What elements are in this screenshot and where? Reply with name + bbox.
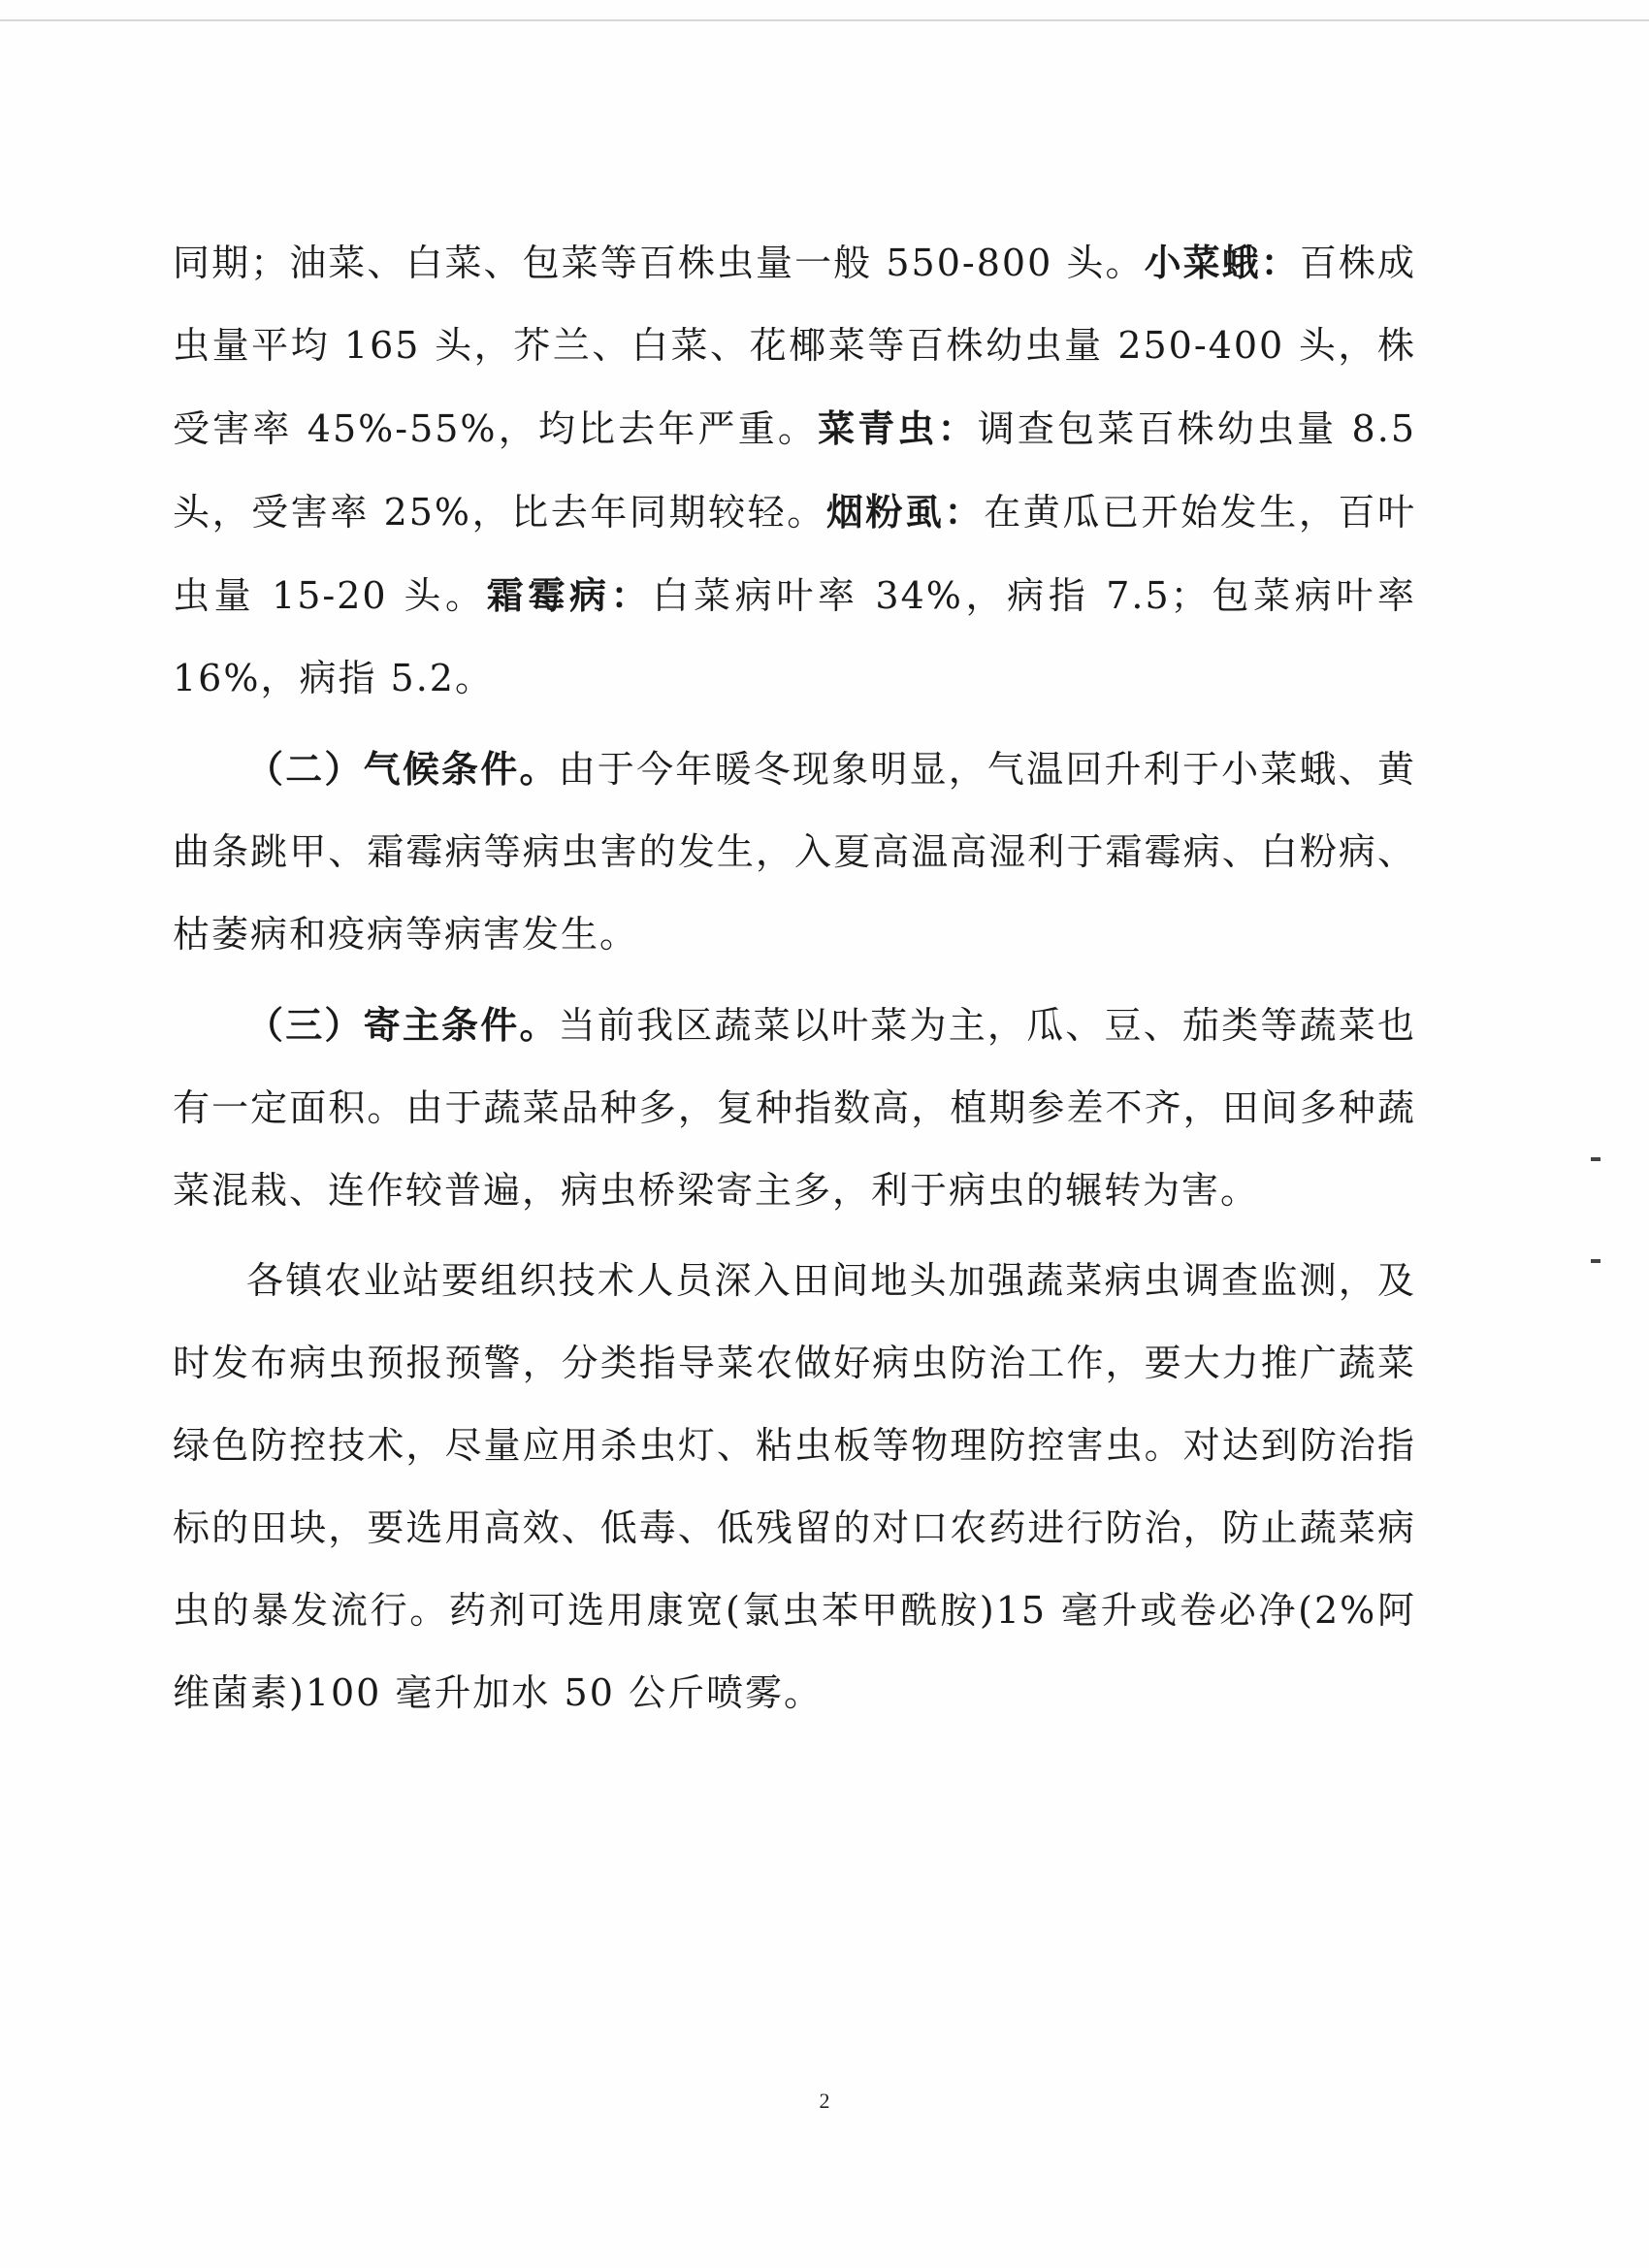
heading-downy-mildew: 霜霉病： [486, 573, 653, 617]
heading-host-conditions: （三）寄主条件。 [246, 1003, 559, 1047]
text-segment: 调查包菜百株幼虫量 8.5 头，受害率 25%，比去年同期较轻。 [173, 407, 1416, 534]
text-segment: 在黄瓜已开始发生，百叶虫量 15-20 头。 [173, 491, 1416, 617]
text-segment: 百株成虫量平均 165 头，芥兰、白菜、花椰菜等百株幼虫量 250-400 头，株受害率 45%-55%，均比去年严重。 [173, 242, 1416, 450]
text-segment: 同期；油菜、白菜、包菜等百株虫量一般 550-800 头。 [173, 242, 1145, 284]
text-segment: 各镇农业站要组织技术人员深入田间地头加强蔬菜病虫调查监测，及时发布病虫预报预警，分类指导菜农做好病虫防治工作，要大力推广蔬菜绿色防控技术，尽量应用杀虫灯、粘虫板等物理防控害虫。对达到防治指标的田块，要选用高效、低毒、低残留的对口农药进行防治，防止蔬菜病虫的暴发流行。药剂可选用康宽(氯虫苯甲酰胺)15 毫升或卷必净(2%阿维菌素)100 毫升加水 50 公斤喷雾。 [173, 1259, 1416, 1714]
heading-climate-conditions: （二）气候条件。 [246, 747, 559, 791]
page-number: 2 [819, 2089, 830, 2113]
heading-whitefly: 烟粉虱： [825, 490, 985, 534]
scan-margin-mark [1591, 1259, 1600, 1263]
scan-margin-mark [1591, 1157, 1600, 1161]
paragraph-host-conditions [173, 984, 1416, 1232]
document-body [173, 221, 1416, 1734]
paragraph-climate-conditions [173, 728, 1416, 976]
text-segment: 由于今年暖冬现象明显，气温回升利于小菜蛾、黄曲条跳甲、霜霉病等病虫害的发生，入夏高温高湿利于霜霉病、白粉病、枯萎病和疫病等病害发生。 [173, 748, 1416, 956]
paragraph-recommendations [173, 1240, 1416, 1734]
text-segment: 白菜病叶率 34%，病指 7.5；包菜病叶率 16%，病指 5.2。 [173, 574, 1416, 699]
paragraph-pest-survey [173, 221, 1416, 720]
heading-cabbage-worm: 菜青虫： [818, 406, 978, 450]
heading-diamondback-moth: 小菜蛾： [1144, 241, 1300, 284]
text-segment: 当前我区蔬菜以叶菜为主，瓜、豆、茄类等蔬菜也有一定面积。由于蔬菜品种多，复种指数高，植期参差不齐，田间多种蔬菜混栽、连作较普遍，病虫桥梁寄主多，利于病虫的辗转为害。 [173, 1004, 1416, 1212]
scan-edge [0, 19, 1649, 21]
